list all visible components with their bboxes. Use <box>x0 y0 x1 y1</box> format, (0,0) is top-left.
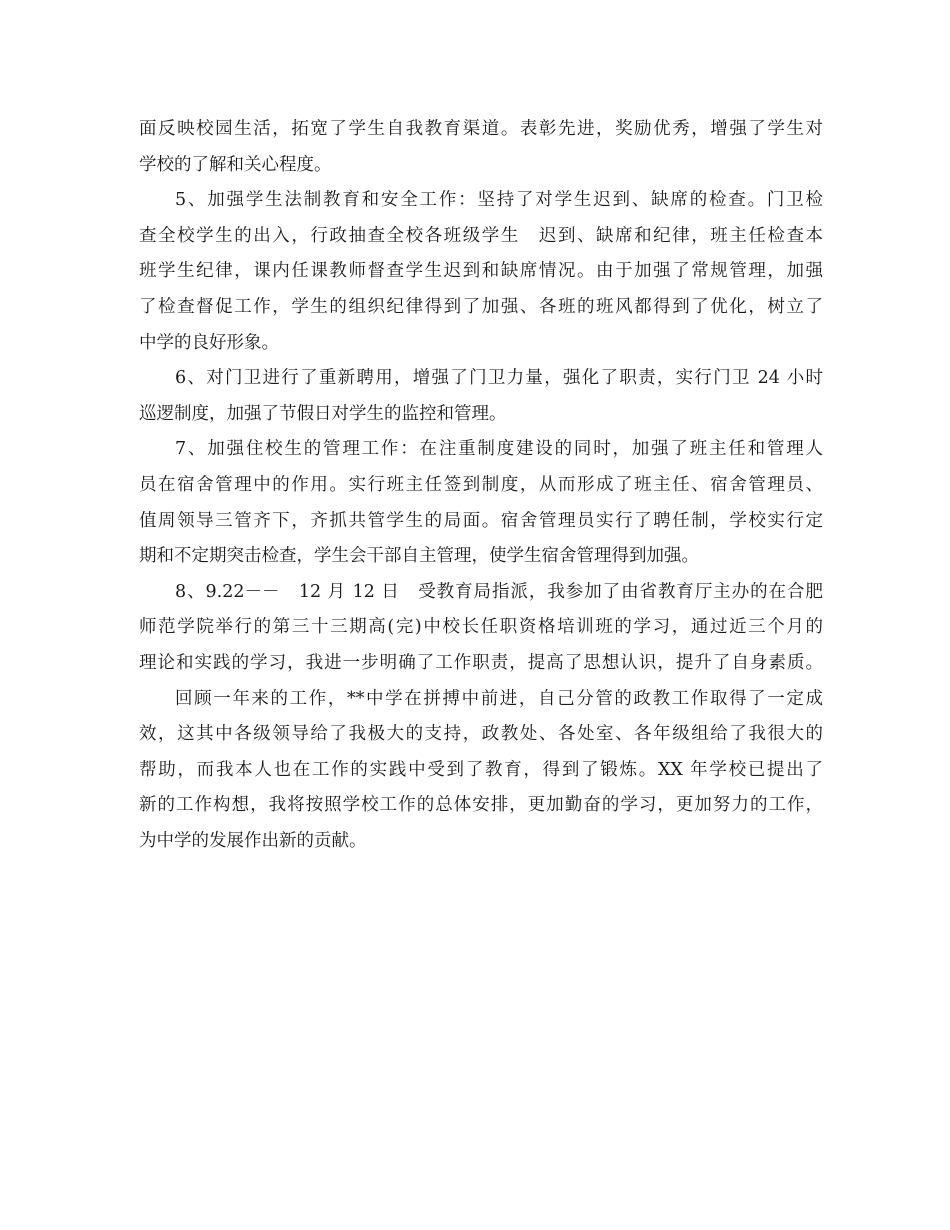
text-line: 查全校学生的出入，行政抽查全校各班级学生 迟到、缺席和纪律，班主任检查本 <box>139 225 823 246</box>
paragraph-start-line: 8、9.22－－ 12 月 12 日 受教育局指派，我参加了由省教育厅主办的在合肥 <box>175 581 823 602</box>
text-line: 新的工作构想，我将按照学校工作的总体安排，更加勤奋的学习，更加努力的工作， <box>139 795 823 816</box>
text-line: 了检查督促工作，学生的组织纪律得到了加强、各班的班风都得到了优化，树立了 <box>139 296 823 317</box>
paragraph-start-line: 回顾一年来的工作，**中学在拼搏中前进，自己分管的政教工作取得了一定成 <box>175 688 823 709</box>
text-line: 学校的了解和关心程度。 <box>139 154 332 175</box>
text-line: 师范学院举行的第三十三期高(完)中校长任职资格培训班的学习，通过近三个月的 <box>139 617 823 638</box>
document-body <box>139 112 823 859</box>
text-line: 中学的良好形象。 <box>139 332 279 353</box>
text-line: 帮助，而我本人也在工作的实践中受到了教育，得到了锻炼。XX 年学校已提出了 <box>139 759 823 780</box>
paragraph-start-line: 7、加强住校生的管理工作：在注重制度建设的同时，加强了班主任和管理人 <box>175 439 823 460</box>
text-line: 面反映校园生活，拓宽了学生自我教育渠道。表彰先进，奖励优秀，增强了学生对 <box>139 119 823 139</box>
paragraph-start-line: 5、加强学生法制教育和安全工作：坚持了对学生迟到、缺席的检查。门卫检 <box>175 190 823 211</box>
paragraph-start-line: 6、对门卫进行了重新聘用，增强了门卫力量，强化了职责，实行门卫 24 小时 <box>175 368 823 389</box>
text-line: 期和不定期突击检查，学生会干部自主管理，使学生宿舍管理得到加强。 <box>139 546 699 567</box>
text-line: 班学生纪律，课内任课教师督查学生迟到和缺席情况。由于加强了常规管理，加强 <box>139 261 823 282</box>
text-line: 值周领导三管齐下，齐抓共管学生的局面。宿舍管理员实行了聘任制，学校实行定 <box>139 510 823 531</box>
text-line: 效，这其中各级领导给了我极大的支持，政教处、各处室、各年级组给了我很大的 <box>139 724 823 745</box>
text-line: 为中学的发展作出新的贡献。 <box>139 830 367 851</box>
text-line: 理论和实践的学习，我进一步明确了工作职责，提高了思想认识，提升了自身素质。 <box>139 652 823 673</box>
text-line: 巡逻制度，加强了节假日对学生的监控和管理。 <box>139 403 507 424</box>
text-line: 员在宿舍管理中的作用。实行班主任签到制度，从而形成了班主任、宿舍管理员、 <box>139 474 823 495</box>
